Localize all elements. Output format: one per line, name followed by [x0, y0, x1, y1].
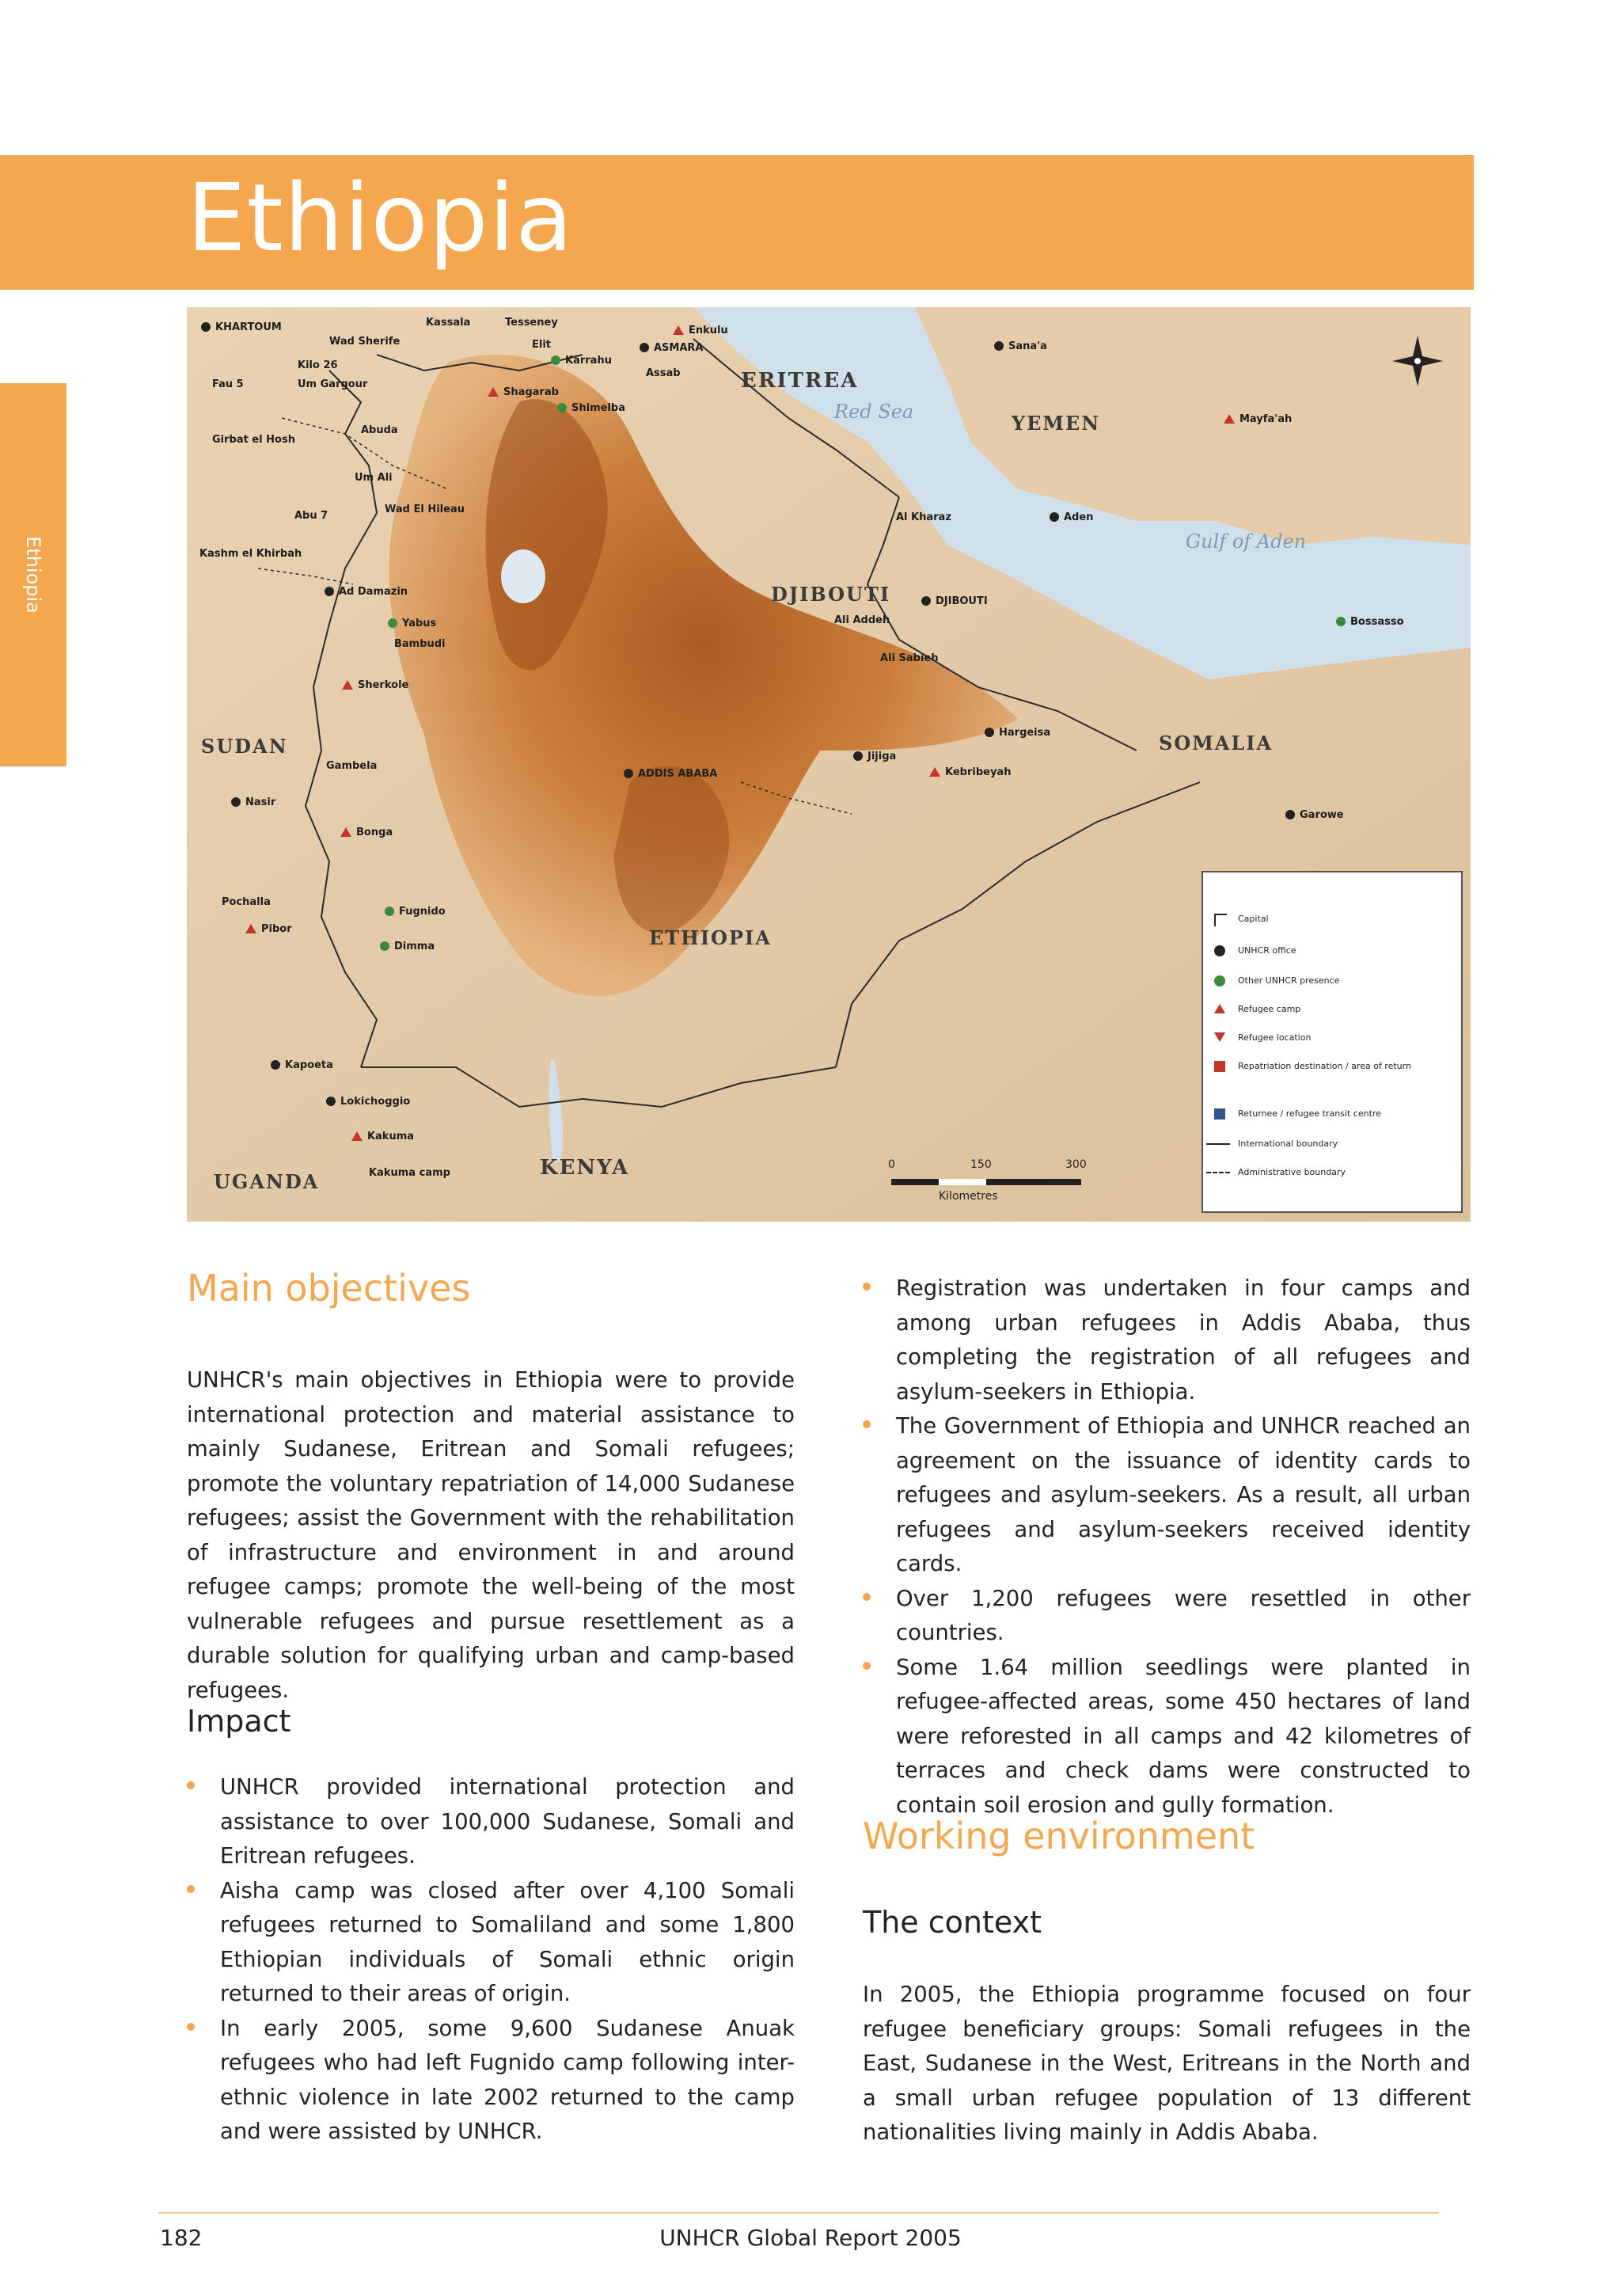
legend-item: Administrative boundary [1238, 1167, 1346, 1177]
map-place: Nasir [231, 796, 275, 808]
footer-report-title: UNHCR Global Report 2005 [659, 2225, 962, 2251]
office-marker-icon [388, 618, 397, 628]
map-place: Jijiga [853, 751, 896, 762]
context-heading: The context [863, 1905, 1042, 1940]
map-place: Kakuma [351, 1131, 414, 1142]
office-marker-icon [557, 403, 567, 412]
map-legend [1202, 871, 1463, 1213]
office-legend-icon [1214, 945, 1225, 956]
legend-item: UNHCR office [1238, 945, 1296, 956]
country-label-yemen: YEMEN [1012, 412, 1101, 435]
legend-item: Capital [1238, 914, 1269, 924]
scale-tick: 150 [970, 1158, 992, 1171]
map-place: Sherkole [342, 679, 408, 691]
bullet-icon [187, 2023, 195, 2031]
list-item: Over 1,200 refugees were resettled in other countries. [863, 1582, 1471, 1651]
map-place: Aden [1050, 511, 1093, 523]
camp-marker-icon [245, 924, 256, 933]
map-place: Tesseney [505, 317, 558, 329]
legend-item: Returnee / refugee transit centre [1238, 1108, 1381, 1119]
map-place: Ali Sabieh [880, 652, 939, 664]
list-item: The Government of Ethiopia and UNHCR reached an agreement on the issuance of identity cards to refugees and asylum-seekers. As a result, all urban refugees and asylum-seekers received identity cards. [863, 1409, 1471, 1582]
impact-heading: Impact [187, 1704, 291, 1739]
bullet-icon [863, 1283, 871, 1291]
map-place: Sana'a [994, 340, 1047, 352]
list-item: UNHCR provided international protection and assistance to over 100,000 Sudanese, Somali and Eritrean refugees. [187, 1770, 795, 1874]
map-place: Ali Addeh [834, 614, 890, 626]
map-place: ASMARA [640, 342, 704, 354]
impact-list [187, 1770, 795, 2150]
map-place: Kashm el Khirbah [199, 548, 302, 560]
country-label-somalia: SOMALIA [1159, 732, 1274, 755]
legend-item: Refugee location [1238, 1032, 1311, 1043]
country-label-eritrea: ERITREA [741, 369, 859, 393]
list-item: Aisha camp was closed after over 4,100 Somali refugees returned to Somaliland and some 1,800 Ethiopian individuals of Somali ethnic origin returned to their areas of origin. [187, 1874, 795, 2012]
map-place: Mayfa'ah [1224, 413, 1292, 425]
capital-marker-icon [326, 1097, 336, 1106]
map-place: Al Kharaz [896, 511, 951, 523]
transit-legend-icon [1214, 1108, 1225, 1119]
list-item: In early 2005, some 9,600 Sudanese Anuak refugees who had left Fugnido camp following inter-ethnic violence in late 2002 returned to the camp and were assisted by UNHCR. [187, 2012, 795, 2150]
map-place: Shagarab [488, 386, 559, 398]
capital-legend-icon [1214, 914, 1227, 926]
camp-marker-icon [340, 827, 351, 837]
map-place: Shimelba [557, 402, 625, 414]
list-item: Registration was undertaken in four camps and among urban refugees in Addis Ababa, thus completing the registration of all refugees and asylum-seekers in Ethiopia. [863, 1272, 1471, 1409]
side-tab-label: Ethiopia [22, 536, 44, 614]
map-place: Kilo 26 [298, 359, 338, 371]
map-place: Lokichoggio [326, 1096, 410, 1108]
capital-marker-icon [985, 728, 994, 737]
office-marker-icon [385, 907, 394, 916]
map-place: Girbat el Hosh [212, 434, 295, 446]
page-number: 182 [160, 2225, 203, 2251]
map-place: Garowe [1285, 809, 1344, 821]
map-place: Fau 5 [212, 378, 244, 390]
location-legend-icon [1214, 1032, 1225, 1042]
sea-label-gulf-of-aden: Gulf of Aden [1186, 530, 1307, 553]
map-place: Kakuma camp [369, 1167, 450, 1179]
map-place: Abu 7 [294, 510, 328, 522]
map-place: Um Gargour [298, 378, 368, 390]
country-label-kenya: KENYA [540, 1156, 630, 1180]
sea-label-red-sea: Red Sea [834, 401, 914, 423]
capital-marker-icon [1050, 512, 1059, 522]
map-place: Kebribeyah [929, 766, 1011, 778]
capital-marker-icon [271, 1060, 280, 1070]
map-place: Assab [646, 367, 681, 379]
presence-legend-icon [1214, 975, 1225, 986]
repatriation-legend-icon [1214, 1061, 1225, 1072]
title-band [0, 155, 1474, 290]
footer-rule [158, 2212, 1439, 2214]
map-place: Yabus [388, 618, 436, 629]
office-marker-icon [1336, 617, 1346, 626]
bullet-icon [863, 1420, 871, 1428]
capital-marker-icon [853, 751, 863, 761]
camp-marker-icon [488, 387, 499, 397]
camp-marker-icon [351, 1131, 363, 1141]
legend-item: Refugee camp [1238, 1004, 1300, 1014]
main-objectives-heading: Main objectives [187, 1267, 471, 1310]
bullet-icon [187, 1781, 195, 1789]
map-place: Bambudi [394, 638, 446, 650]
map-place: DJIBOUTI [921, 595, 988, 607]
camp-marker-icon [929, 767, 940, 777]
main-objectives-paragraph: UNHCR's main objectives in Ethiopia were to provide international protection and material assistance to mainly Sudanese, Eritrean and Somali refugees; promote the voluntary repatriation of 14,000 Sudanese refugees; assist the Government with the rehabilitation of infrastructure and environment in and around refugee camps; promote the well-being of the most vulnerable refugees and pursue resettlement as a durable solution for qualifying urban and camp-based refugees. [187, 1367, 795, 1703]
country-label-djibouti: DJIBOUTI [771, 583, 891, 606]
map-place: ADDIS ABABA [624, 768, 717, 780]
country-label-ethiopia: ETHIOPIA [649, 926, 772, 949]
working-environment-heading: Working environment [863, 1815, 1255, 1857]
map-place: Enkulu [673, 325, 728, 336]
office-marker-icon [551, 355, 560, 365]
admin-boundary-legend-icon [1206, 1172, 1230, 1173]
map-place: Kassala [426, 317, 471, 329]
map-place: Elit [532, 339, 552, 351]
map-place: Abuda [361, 424, 398, 436]
bullet-icon [187, 1885, 195, 1893]
map-place: Dimma [380, 941, 435, 952]
camp-marker-icon [1224, 414, 1235, 424]
legend-item: Other UNHCR presence [1238, 975, 1339, 986]
scale-tick: 0 [888, 1158, 895, 1171]
map-place: Wad El Hileau [385, 504, 465, 515]
camp-marker-icon [673, 325, 684, 335]
map-place: Ad Damazin [325, 586, 408, 598]
office-marker-icon [380, 941, 389, 951]
scale-tick: 300 [1065, 1158, 1087, 1171]
camp-marker-icon [342, 680, 353, 690]
capital-marker-icon [640, 343, 649, 352]
map-place: Hargeisa [985, 727, 1050, 739]
context-paragraph: In 2005, the Ethiopia programme focused on four refugee beneficiary groups: Somali refugees in the East, Sudanese in the West, Eritreans in the North and a small urban refugee population of 13 different nationalities living mainly in Addis Ababa. [863, 1982, 1471, 2145]
country-label-sudan: SUDAN [201, 735, 288, 758]
impact-list-continued [863, 1272, 1471, 1823]
map-place: Fugnido [385, 906, 446, 918]
boundary-legend-icon [1206, 1143, 1230, 1145]
side-tab [0, 383, 66, 766]
bullet-icon [863, 1662, 871, 1670]
capital-marker-icon [201, 322, 211, 332]
capital-marker-icon [921, 596, 931, 606]
map-place: Bossasso [1336, 616, 1404, 628]
map-place: Gambela [326, 760, 378, 772]
capital-marker-icon [231, 797, 241, 807]
country-label-uganda: UGANDA [214, 1170, 320, 1193]
page-title: Ethiopia [187, 163, 574, 272]
capital-marker-icon [1285, 810, 1295, 819]
capital-marker-icon [624, 769, 633, 778]
map-place: Kapoeta [271, 1059, 333, 1071]
scale-bar [891, 1179, 1081, 1185]
region-map [187, 307, 1471, 1222]
capital-marker-icon [994, 341, 1004, 351]
legend-item: Repatriation destination / area of return [1238, 1061, 1444, 1071]
map-place: Bonga [340, 827, 393, 838]
map-place: Karrahu [551, 355, 612, 367]
map-place: Wad Sherife [329, 336, 401, 348]
bullet-icon [863, 1593, 871, 1601]
scale-unit: Kilometres [939, 1190, 998, 1203]
map-place: KHARTOUM [201, 321, 282, 333]
legend-item: International boundary [1238, 1138, 1338, 1149]
map-place: Um Ali [355, 472, 393, 484]
camp-legend-icon [1214, 1004, 1225, 1013]
capital-marker-icon [325, 587, 334, 596]
list-item: Some 1.64 million seedlings were planted in refugee-affected areas, some 450 hectares of land were reforested in all camps and 42 kilometres of terraces and check dams were constructed to contain soil erosion and gully formation. [863, 1651, 1471, 1823]
map-place: Pochalla [222, 896, 271, 908]
map-place: Pibor [245, 923, 292, 935]
